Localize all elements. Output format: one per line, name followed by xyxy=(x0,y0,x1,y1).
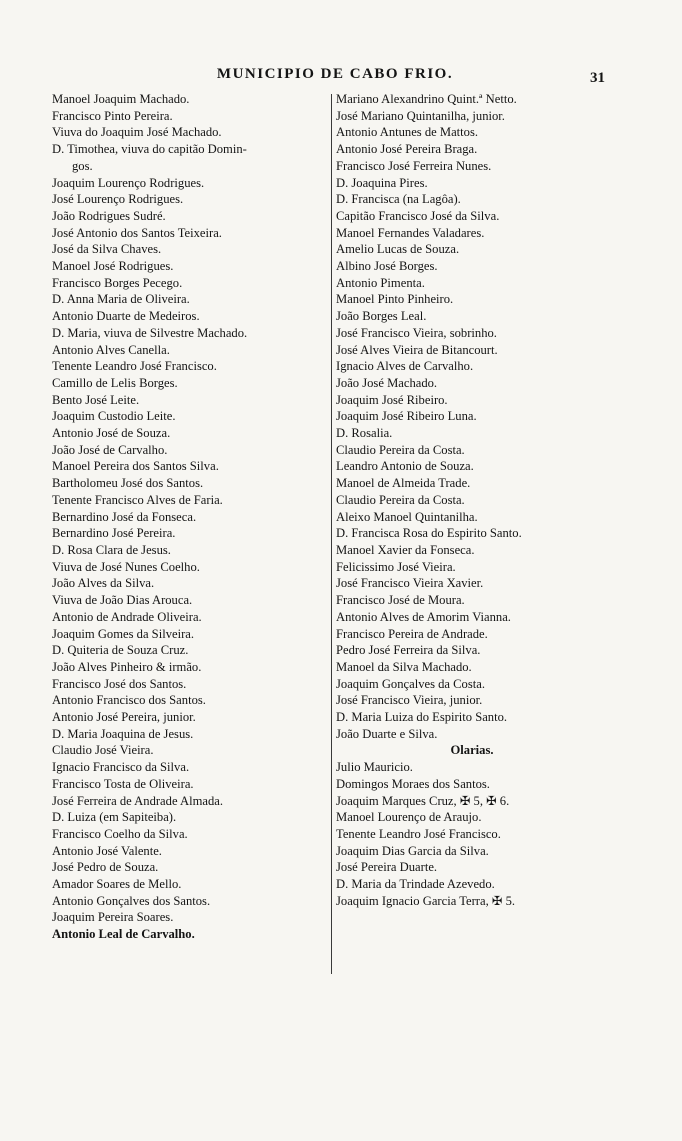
list-item: José Mariano Quintanilha, junior. xyxy=(336,108,505,123)
list-item: Antonio José Pereira Braga. xyxy=(336,142,478,157)
list-item: José Antonio dos Santos Teixeira. xyxy=(52,225,222,240)
list-item: Mariano Alexandrino Quint.ª Netto. xyxy=(336,92,517,106)
list-item: gos. xyxy=(72,158,93,173)
list-item: Manoel Pereira dos Santos Silva. xyxy=(52,459,219,474)
list-item: Joaquim Gonçalves da Costa. xyxy=(336,676,485,691)
list-item: João Alves Pinheiro & irmão. xyxy=(52,659,202,674)
list-item: D. Francisca (na Lagôa). xyxy=(336,192,461,207)
list-item: Francisco Pereira de Andrade. xyxy=(336,626,488,641)
list-item: José Pedro de Souza. xyxy=(52,860,159,875)
list-item: Francisco José dos Santos. xyxy=(52,676,187,691)
list-item: Felicissimo José Vieira. xyxy=(336,559,456,574)
list-item: Manoel Fernandes Valadares. xyxy=(336,225,485,240)
list-item: Capitão Francisco José da Silva. xyxy=(336,208,500,223)
list-item: D. Francisca Rosa do Espirito Santo. xyxy=(336,526,522,541)
list-item: Bernardino José Pereira. xyxy=(52,526,176,541)
list-item: Antonio Alves Canella. xyxy=(52,342,170,357)
list-item: Ignacio Alves de Carvalho. xyxy=(336,359,474,374)
list-item: Viuva do Joaquim José Machado. xyxy=(52,125,222,140)
list-item: João Duarte e Silva. xyxy=(336,726,438,741)
list-item: João José de Carvalho. xyxy=(52,442,168,457)
list-item: João Alves da Silva. xyxy=(52,576,155,591)
list-item: Tenente Leandro José Francisco. xyxy=(52,359,217,374)
list-item: Joaquim Ignacio Garcia Terra, ✠ 5. xyxy=(336,893,516,908)
list-item: Antonio José de Souza. xyxy=(52,426,171,441)
olarias-heading: Olarias. xyxy=(450,743,494,758)
list-item: Manoel Lourenço de Araujo. xyxy=(336,810,482,825)
list-item: João Borges Leal. xyxy=(336,309,427,324)
list-item: Amelio Lucas de Souza. xyxy=(336,242,460,257)
list-item: D. Timothea, viuva do capitão Domin- xyxy=(52,142,247,157)
list-item: Joaquim José Ribeiro Luna. xyxy=(336,409,477,424)
list-item: D. Maria da Trindade Azevedo. xyxy=(336,877,495,892)
list-item: Tenente Leandro José Francisco. xyxy=(336,826,501,841)
list-item: Francisco Coelho da Silva. xyxy=(52,826,188,841)
list-item: Bento José Leite. xyxy=(52,392,140,407)
list-item: Claudio José Vieira. xyxy=(52,743,154,758)
list-item: Albino José Borges. xyxy=(336,259,438,274)
list-item: Manoel Pinto Pinheiro. xyxy=(336,292,454,307)
list-item: José Alves Vieira de Bitancourt. xyxy=(336,342,498,357)
list-item: Manoel José Rodrigues. xyxy=(52,259,174,274)
list-item: Francisco José Ferreira Nunes. xyxy=(336,158,492,173)
list-item: Joaquim Lourenço Rodrigues. xyxy=(52,175,205,190)
list-item: Joaquim Custodio Leite. xyxy=(52,409,176,424)
list-item: D. Maria Luiza do Espirito Santo. xyxy=(336,710,508,725)
list-item: Viuva de José Nunes Coelho. xyxy=(52,559,200,574)
list-item: Domingos Moraes dos Santos. xyxy=(336,776,490,791)
list-item: D. Rosa Clara de Jesus. xyxy=(52,542,171,557)
list-item: José Francisco Vieira, sobrinho. xyxy=(336,325,497,340)
list-item: Antonio Francisco dos Santos. xyxy=(52,693,206,708)
list-item: Francisco Pinto Pereira. xyxy=(52,108,173,123)
list-item: Bernardino José da Fonseca. xyxy=(52,509,197,524)
page-number: 31 xyxy=(590,70,605,86)
list-item: José Francisco Vieira Xavier. xyxy=(336,576,484,591)
list-item: D. Maria Joaquina de Jesus. xyxy=(52,726,194,741)
list-item: Antonio Duarte de Medeiros. xyxy=(52,309,200,324)
list-item: Ignacio Francisco da Silva. xyxy=(52,760,190,775)
list-item: Manoel Xavier da Fonseca. xyxy=(336,542,475,557)
list-item: José Lourenço Rodrigues. xyxy=(52,192,184,207)
list-item: D. Luiza (em Sapiteiba). xyxy=(52,810,177,825)
list-item: Manoel de Almeida Trade. xyxy=(336,476,471,491)
list-item: Claudio Pereira da Costa. xyxy=(336,492,465,507)
list-item: Aleixo Manoel Quintanilha. xyxy=(336,509,478,524)
list-item: Antonio Pimenta. xyxy=(336,275,425,290)
list-item: Joaquim Pereira Soares. xyxy=(52,910,174,925)
list-item: Leandro Antonio de Souza. xyxy=(336,459,474,474)
list-item: Pedro José Ferreira da Silva. xyxy=(336,643,481,658)
left-column xyxy=(52,91,330,943)
right-column xyxy=(336,91,608,909)
list-item: Antonio Antunes de Mattos. xyxy=(336,125,479,140)
list-item: José Ferreira de Andrade Almada. xyxy=(52,793,224,808)
list-item: Antonio Gonçalves dos Santos. xyxy=(52,893,211,908)
list-item: Antonio José Pereira, junior. xyxy=(52,710,196,725)
list-item: Joaquim Dias Garcia da Silva. xyxy=(336,843,489,858)
list-item: D. Anna Maria de Oliveira. xyxy=(52,292,190,307)
list-item: José Pereira Duarte. xyxy=(336,860,438,875)
list-item: Julio Mauricio. xyxy=(336,760,413,775)
list-item: João José Machado. xyxy=(336,375,438,390)
list-item: Francisco José de Moura. xyxy=(336,593,465,608)
list-item: Francisco Tosta de Oliveira. xyxy=(52,776,194,791)
list-item: Camillo de Lelis Borges. xyxy=(52,375,178,390)
list-item: Claudio Pereira da Costa. xyxy=(336,442,465,457)
list-item: Antonio José Valente. xyxy=(52,843,162,858)
list-item: D. Quiteria de Souza Cruz. xyxy=(52,643,189,658)
list-item: Manoel Joaquim Machado. xyxy=(52,92,190,106)
list-item: Tenente Francisco Alves de Faria. xyxy=(52,492,223,507)
list-item: D. Maria, viuva de Silvestre Machado. xyxy=(52,325,248,340)
column-divider xyxy=(331,94,332,974)
list-item: Joaquim Gomes da Silveira. xyxy=(52,626,195,641)
list-item: Francisco Borges Pecego. xyxy=(52,275,183,290)
list-item: Antonio de Andrade Oliveira. xyxy=(52,609,202,624)
list-item: Joaquim Marques Cruz, ✠ 5, ✠ 6. xyxy=(336,793,510,808)
list-item: Antonio Alves de Amorim Vianna. xyxy=(336,609,511,624)
list-item: Manoel da Silva Machado. xyxy=(336,659,472,674)
list-item: Joaquim José Ribeiro. xyxy=(336,392,448,407)
list-item: Bartholomeu José dos Santos. xyxy=(52,476,204,491)
list-item: Viuva de João Dias Arouca. xyxy=(52,593,193,608)
list-item: João Rodrigues Sudré. xyxy=(52,208,166,223)
list-item: D. Joaquina Pires. xyxy=(336,175,428,190)
list-item: José Francisco Vieira, junior. xyxy=(336,693,483,708)
list-item: Antonio Leal de Carvalho. xyxy=(52,927,195,942)
list-item: D. Rosalia. xyxy=(336,426,393,441)
list-item: Amador Soares de Mello. xyxy=(52,877,182,892)
page-header: MUNICIPIO DE CABO FRIO. xyxy=(216,66,454,82)
list-item: José da Silva Chaves. xyxy=(52,242,162,257)
